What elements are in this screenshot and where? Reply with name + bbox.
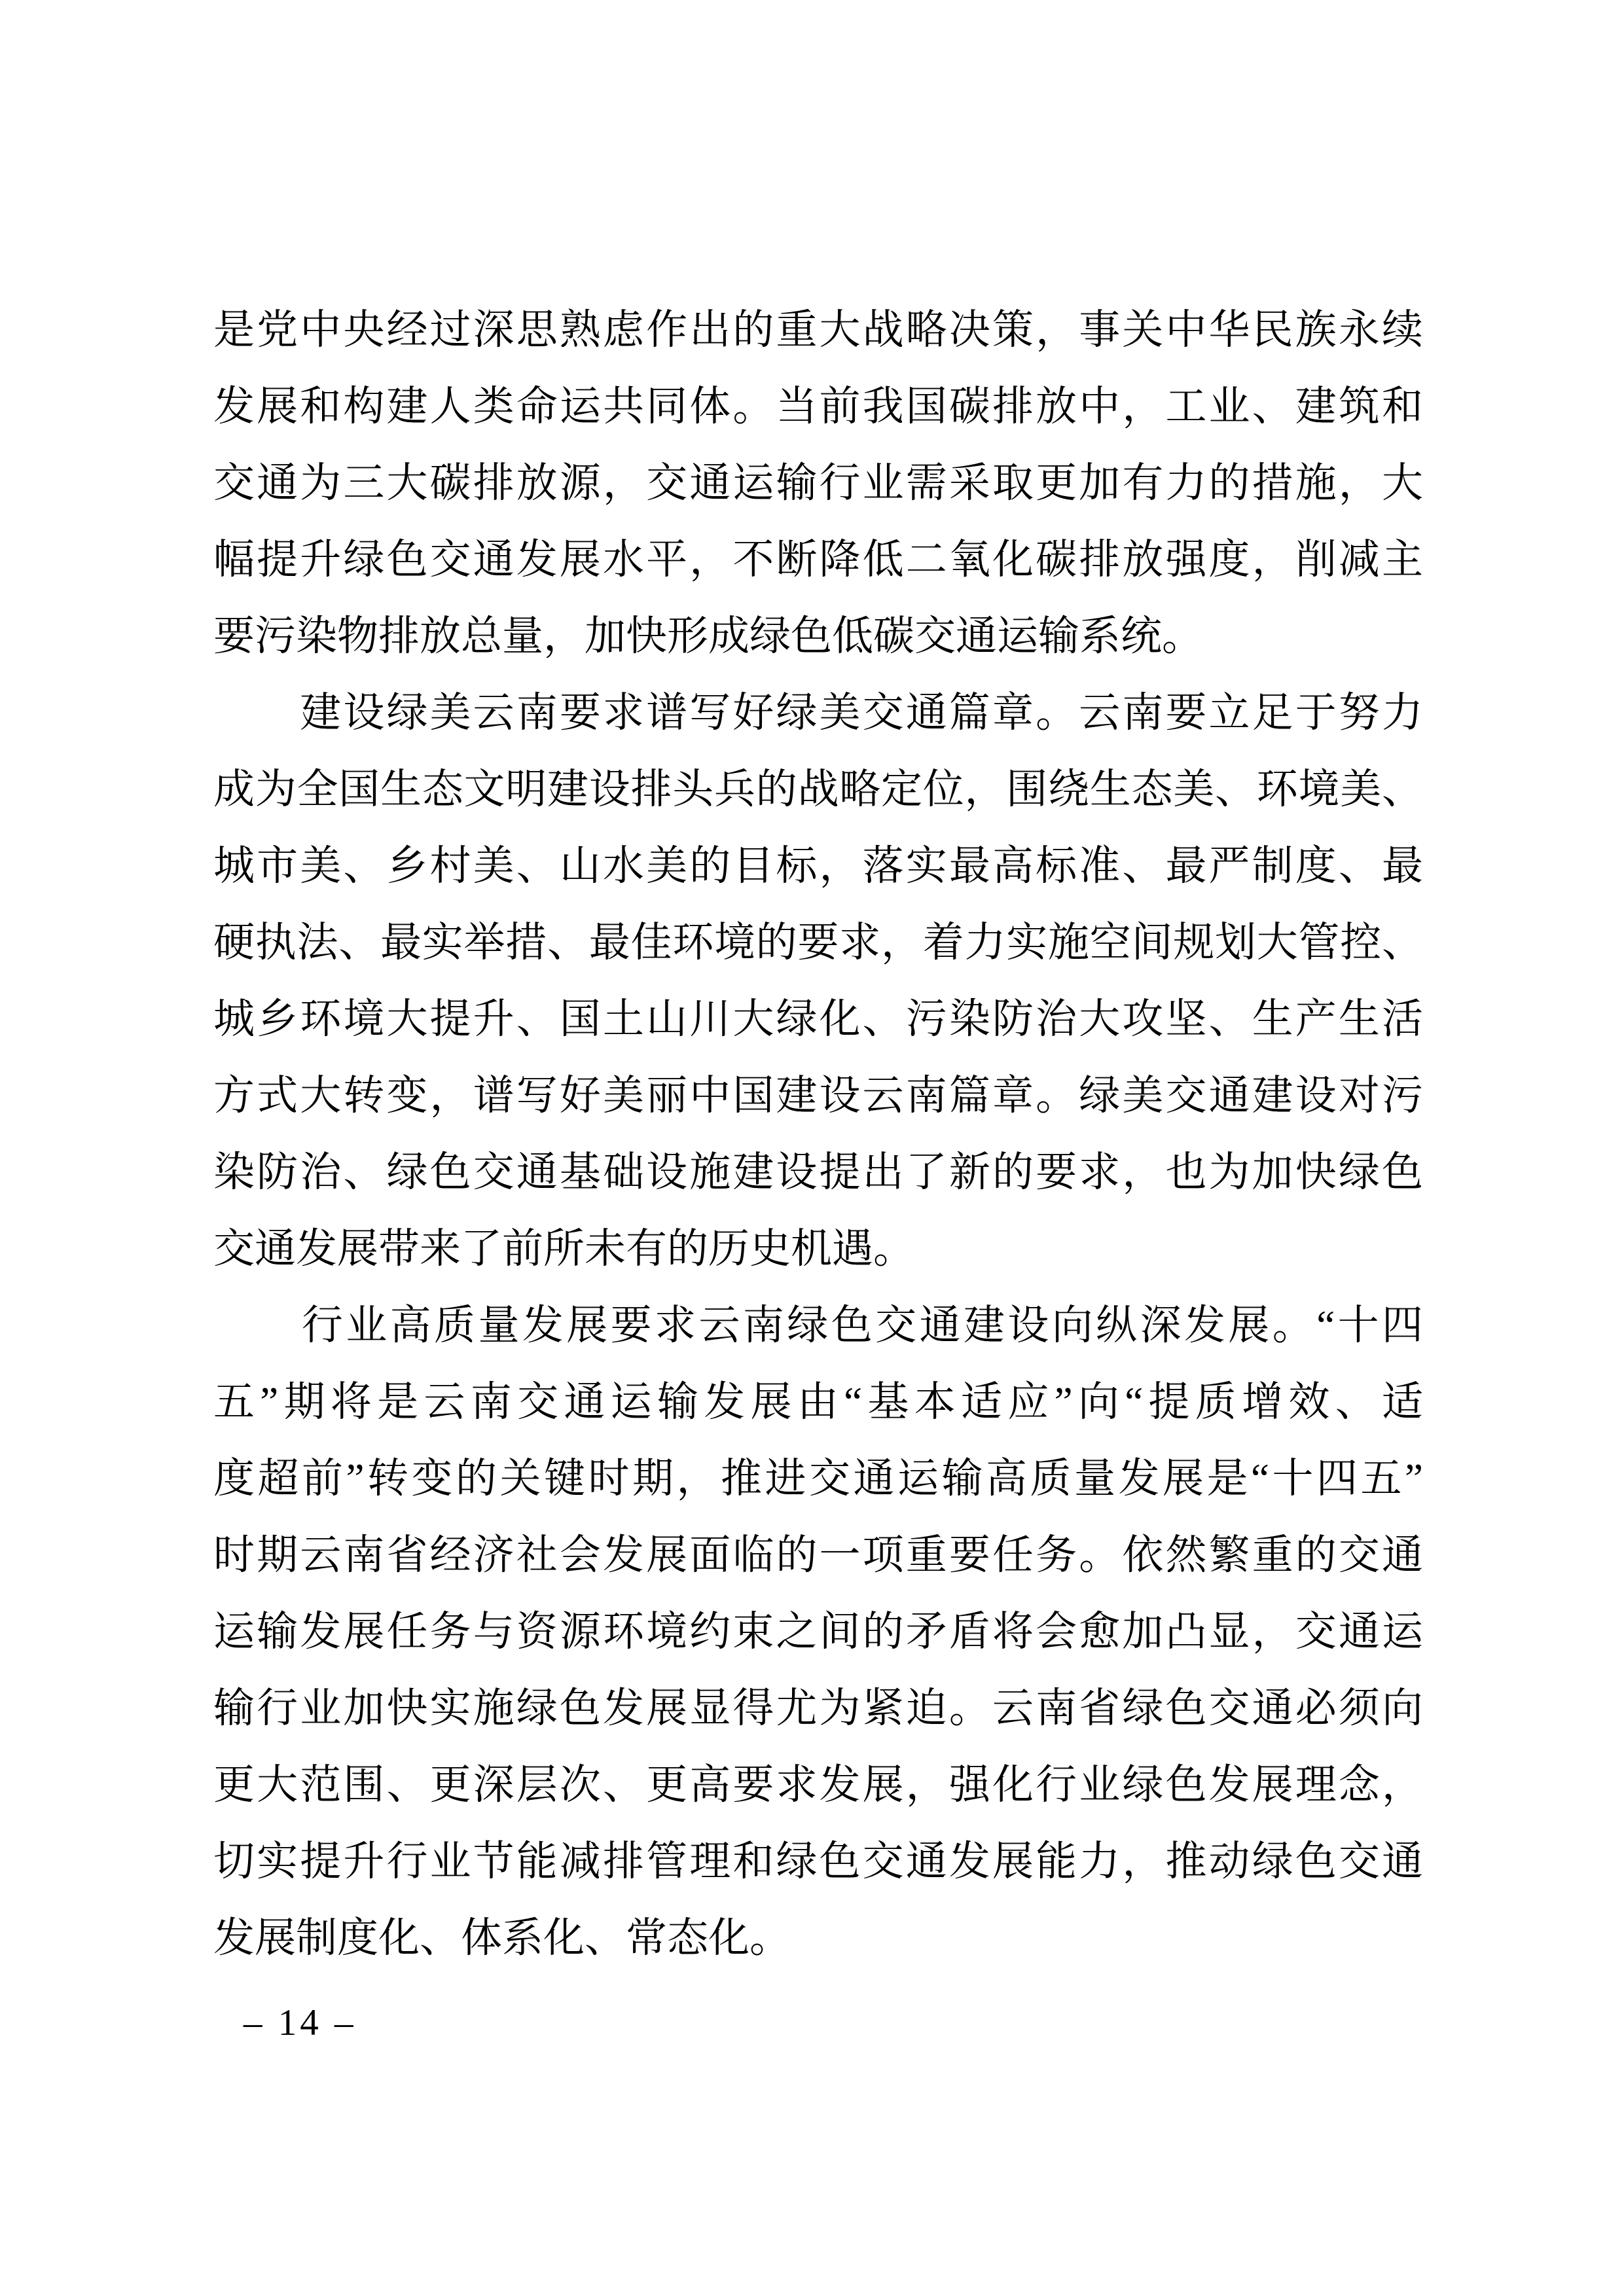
text-line: 城乡环境大提升、国土山川大绿化、污染防治大攻坚、生产生活: [213, 996, 1423, 1042]
text-line: 要污染物排放总量，加快形成绿色低碳交通运输系统。: [213, 613, 1203, 659]
text-line: 建设绿美云南要求谱写好绿美交通篇章。云南要立足于努力: [213, 690, 1423, 736]
text-line: 成为全国生态文明建设排头兵的战略定位，围绕生态美、环境美、: [213, 766, 1423, 812]
text-block: [213, 292, 1423, 1977]
text-line: 切实提升行业节能减排管理和绿色交通发展能力，推动绿色交通: [213, 1839, 1423, 1884]
text-line: 度超前”转变的关键时期，推进交通运输高质量发展是“十四五”: [213, 1456, 1423, 1501]
text-line: 是党中央经过深思熟虑作出的重大战略决策，事关中华民族永续: [213, 307, 1423, 353]
text-line: 输行业加快实施绿色发展显得尤为紧迫。云南省绿色交通必须向: [213, 1685, 1423, 1731]
page-number: – 14 –: [244, 2002, 357, 2043]
text-line: 五”期将是云南交通运输发展由“基本适应”向“提质增效、适: [213, 1379, 1423, 1425]
text-line: 幅提升绿色交通发展水平，不断降低二氧化碳排放强度，削减主: [213, 537, 1423, 583]
text-line: 交通发展带来了前所未有的历史机遇。: [213, 1226, 914, 1272]
text-line: 交通为三大碳排放源，交通运输行业需采取更加有力的措施，大: [213, 460, 1423, 506]
text-line: 染防治、绿色交通基础设施建设提出了新的要求，也为加快绿色: [213, 1149, 1423, 1195]
text-line: 发展和构建人类命运共同体。当前我国碳排放中，工业、建筑和: [213, 384, 1423, 429]
text-line: 运输发展任务与资源环境约束之间的矛盾将会愈加凸显，交通运: [213, 1609, 1423, 1655]
text-line: 方式大转变，谱写好美丽中国建设云南篇章。绿美交通建设对污: [213, 1073, 1423, 1119]
text-line: 城市美、乡村美、山水美的目标，落实最高标准、最严制度、最: [213, 843, 1423, 889]
text-line: 更大范围、更深层次、更高要求发展，强化行业绿色发展理念，: [213, 1762, 1423, 1808]
text-line: 时期云南省经济社会发展面临的一项重要任务。依然繁重的交通: [213, 1532, 1423, 1578]
text-line: 行业高质量发展要求云南绿色交通建设向纵深发展。“十四: [213, 1302, 1423, 1348]
text-line: 发展制度化、体系化、常态化。: [213, 1915, 791, 1961]
text-line: 硬执法、最实举措、最佳环境的要求，着力实施空间规划大管控、: [213, 920, 1423, 965]
